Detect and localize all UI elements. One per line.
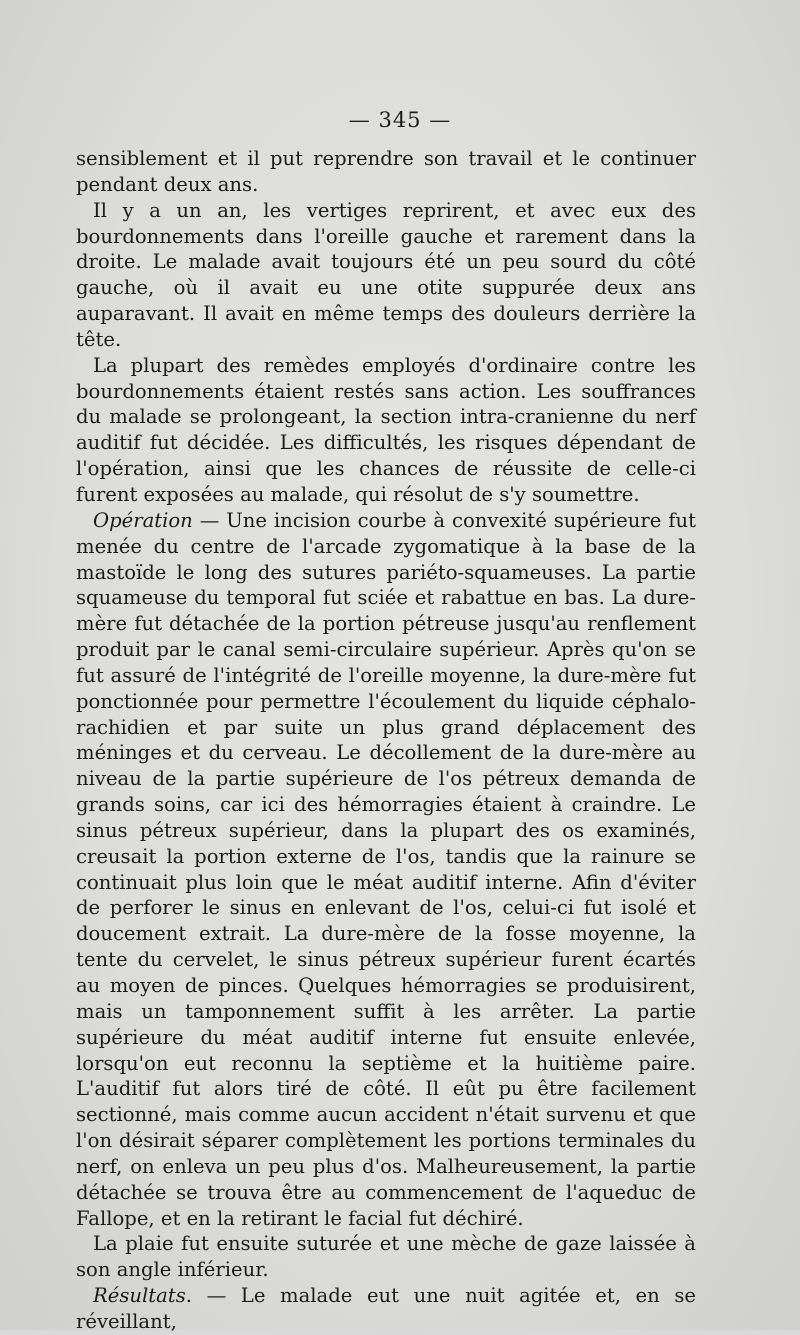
paragraph-remedes: La plupart des remèdes employés d'ordinaire contre les bourdonnements étaient restés sans action. Les souffrances du malade se prolongeant, la section intra-cranienne du nerf auditif fut décidée. Les difficultés, les risques dépendant de l'opération, ainsi que les chances de réussite de celle-ci furent exposées au malade, qui résolut de s'y soumettre.: [76, 353, 696, 506]
section-heading-resultats: Résultats: [93, 1284, 186, 1308]
paragraph-resultats: Résultats. — Le malade eut une nuit agitée et, en se réveillant,: [76, 1284, 696, 1333]
paragraph-operation: Opération — Une incision courbe à convexité supérieure fut menée du centre de l'arcade zygomatique à la base de la mastoïde le long des sutures pariéto-squameuses. La partie squameuse du temporal fut sciée et rabattue en bas. La dure-mère fut détachée de la portion pétreuse jusqu'au renflement produit par le canal semi-circulaire supérieur. Après qu'on se fut assuré de l'intégrité de l'oreille moyenne, la dure-mère fut ponctionnée pour permettre l'écoulement du liquide céphalo-rachidien et par suite un plus grand déplacement des méninges et du cerveau. Le décollement de la dure-mère au niveau de la partie supérieure de l'os pétreux demanda de grands soins, car ici des hémorragies étaient à craindre. Le sinus pétreux supérieur, dans la plupart des os examinés, creusait la portion externe de l'os, tandis que la rainure se continuait plus loin que le méat auditif interne. Afin d'éviter de perforer le sinus en enlevant de l'os, celui-ci fut isolé et doucement extrait. La dure-mère de la fosse moyenne, la tente du cervelet, le sinus pétreux supérieur furent écartés au moyen de pinces. Quelques hémorragies se produisirent, mais un tamponnement suffit à les arrêter. La partie supérieure du méat auditif interne fut ensuite enlevée, lorsqu'on eut reconnu la septième et la huitième paire. L'auditif fut alors tiré de côté. Il eût pu être facilement sectionné, mais comme aucun accident n'était survenu et que l'on désirait séparer complètement les portions terminales du nerf, on enleva un peu plus d'os. Malheureusement, la partie détachée se trouva être au commencement de l'aqueduc de Fallope, et en la retirant le facial fut déchiré.: [76, 508, 696, 1230]
paragraph-plaie: La plaie fut ensuite suturée et une mèche de gaze laissée à son angle inférieur.: [76, 1232, 696, 1282]
body-text: [76, 146, 696, 1335]
paragraph-vertiges: Il y a un an, les vertiges reprirent, et avec eux des bourdonnements dans l'oreille gauche et rarement dans la droite. Le malade avait toujours été un peu sourd du côté gauche, où il avait eu une otite suppurée deux ans auparavant. Il avait en même temps des douleurs derrière la tête.: [76, 198, 696, 351]
paragraph-continuation: sensiblement et il put reprendre son travail et le continuer pendant deux ans.: [76, 147, 696, 196]
page-number: — 345 —: [348, 108, 452, 132]
section-heading-operation: Opération: [93, 508, 193, 532]
